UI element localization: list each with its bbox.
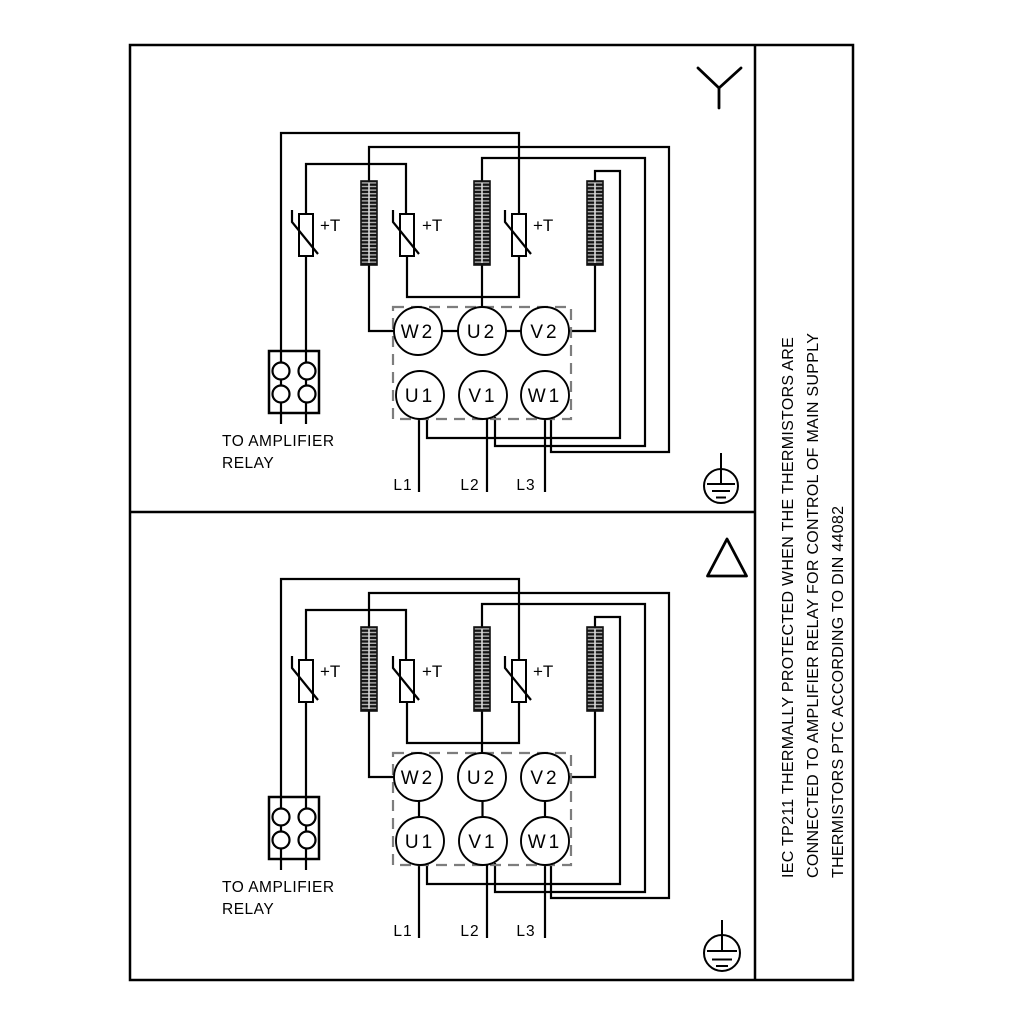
delta-bridge-links (419, 801, 545, 817)
earth-ground-icon (704, 453, 738, 503)
delta-panel-circuit (222, 579, 669, 940)
star-connection-icon (698, 68, 741, 108)
side-note-line3: THERMISTORS PTC ACCORDING TO DIN 44082 (830, 505, 847, 878)
delta-connection-icon (708, 539, 747, 576)
side-note-line2: CONNECTED TO AMPLIFIER RELAY FOR CONTROL OF MAIN SUPPLY (805, 332, 822, 878)
star-connection-panel (222, 68, 741, 503)
side-note (780, 333, 847, 878)
star-panel-circuit (222, 133, 669, 494)
earth-ground-icon (704, 920, 740, 971)
side-note-line1: IEC TP211 THERMALLY PROTECTED WHEN THE THERMISTORS ARE (780, 336, 797, 878)
delta-connection-panel (222, 539, 747, 971)
